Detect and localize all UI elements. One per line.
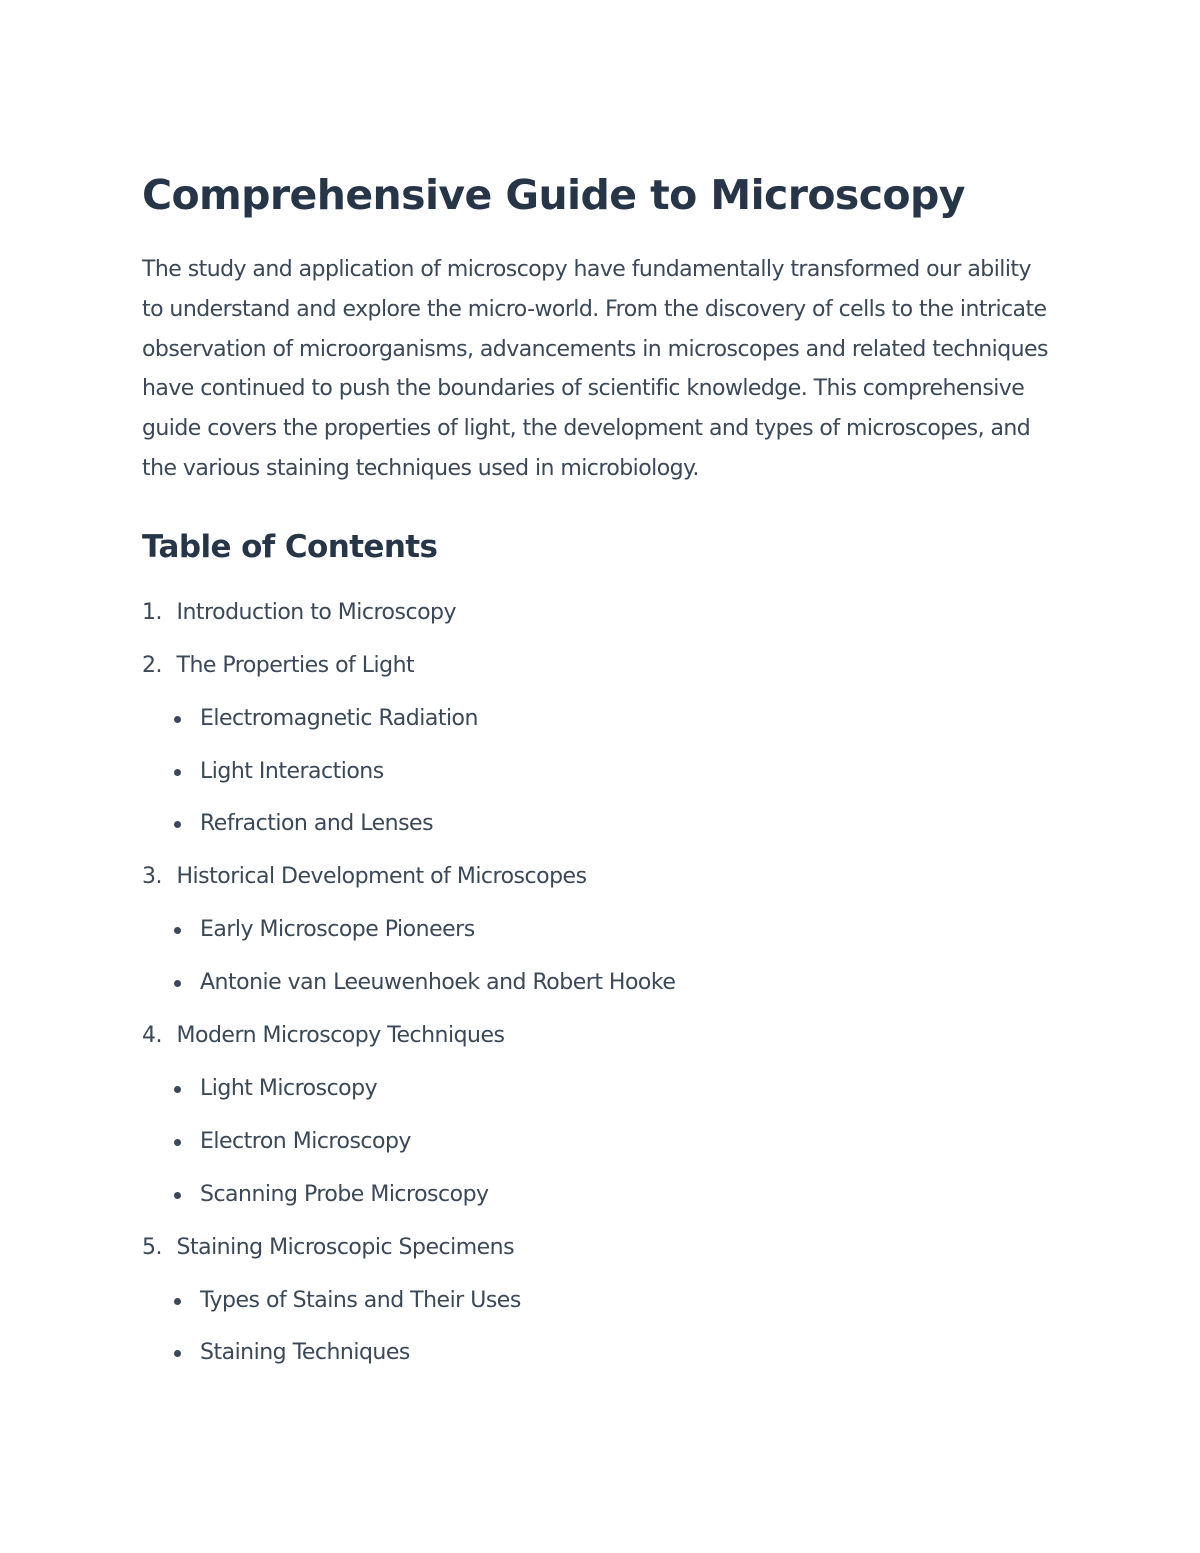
toc-entry (142, 1222, 1062, 1275)
toc-number: 2. (142, 652, 162, 678)
toc-subitem-label: Electromagnetic Radiation (200, 705, 478, 731)
toc-number: 1. (142, 599, 162, 625)
toc-subitem (172, 1063, 1062, 1116)
table-of-contents (142, 587, 1062, 1381)
toc-subitem (172, 1169, 1062, 1222)
toc-subitem-label: Antonie van Leeuwenhoek and Robert Hooke (200, 970, 676, 996)
toc-subitem (172, 1116, 1062, 1169)
toc-label: Introduction to Microscopy (176, 599, 457, 625)
toc-sublist (142, 1275, 1062, 1381)
toc-sublist (142, 904, 1062, 1010)
toc-subitem (172, 1327, 1062, 1380)
toc-label: The Properties of Light (176, 652, 415, 678)
bullet-icon (174, 980, 181, 987)
toc-subitem (172, 904, 1062, 957)
toc-subitem-label: Light Microscopy (200, 1075, 378, 1101)
toc-subitem-label: Refraction and Lenses (200, 811, 434, 837)
toc-subitem-label: Staining Techniques (200, 1340, 410, 1366)
bullet-icon (174, 927, 181, 934)
toc-subitem-label: Early Microscope Pioneers (200, 917, 475, 943)
toc-subitem (172, 693, 1062, 746)
page-title: Comprehensive Guide to Microscopy (142, 171, 965, 219)
toc-subitem-label: Light Interactions (200, 758, 384, 784)
bullet-icon (174, 1139, 181, 1146)
toc-subitem-label: Electron Microscopy (200, 1128, 411, 1154)
toc-subitem-label: Scanning Probe Microscopy (200, 1181, 489, 1207)
toc-entry (142, 587, 1062, 640)
bullet-icon (174, 1192, 181, 1199)
toc-item-properties-of-light (142, 640, 1062, 852)
toc-item-staining (142, 1222, 1062, 1381)
bullet-icon (174, 1086, 181, 1093)
toc-heading: Table of Contents (142, 528, 438, 565)
toc-entry (142, 640, 1062, 693)
toc-entry (142, 851, 1062, 904)
toc-subitem (172, 1275, 1062, 1328)
bullet-icon (174, 769, 181, 776)
toc-label: Modern Microscopy Techniques (176, 1023, 505, 1049)
toc-label: Staining Microscopic Specimens (176, 1234, 515, 1260)
document-page (142, 166, 1062, 1380)
toc-sublist (142, 1063, 1062, 1222)
toc-number: 3. (142, 864, 162, 890)
toc-label: Historical Development of Microscopes (176, 864, 587, 890)
toc-item-modern-techniques (142, 1010, 1062, 1222)
toc-item-historical-development (142, 851, 1062, 1010)
bullet-icon (174, 716, 181, 723)
toc-number: 5. (142, 1234, 162, 1260)
toc-number: 4. (142, 1023, 162, 1049)
toc-subitem (172, 957, 1062, 1010)
bullet-icon (174, 1298, 181, 1305)
toc-sublist (142, 693, 1062, 852)
toc-subitem (172, 798, 1062, 851)
toc-subitem-label: Types of Stains and Their Uses (200, 1287, 521, 1313)
intro-paragraph: The study and application of microscopy have fundamentally transformed our ability to understand and explore the micro-world. From the discovery of cells to the intricate observation of microorganisms, advancements in microscopes and related techniques have continued to push the boundaries of scientific knowledge. This comprehensive guide covers the properties of light, the development and types of microscopes, and the various staining techniques used in microbiology. (142, 257, 1048, 481)
bullet-icon (174, 821, 181, 828)
toc-subitem (172, 746, 1062, 799)
bullet-icon (174, 1350, 181, 1357)
toc-item-introduction (142, 587, 1062, 640)
toc-entry (142, 1010, 1062, 1063)
